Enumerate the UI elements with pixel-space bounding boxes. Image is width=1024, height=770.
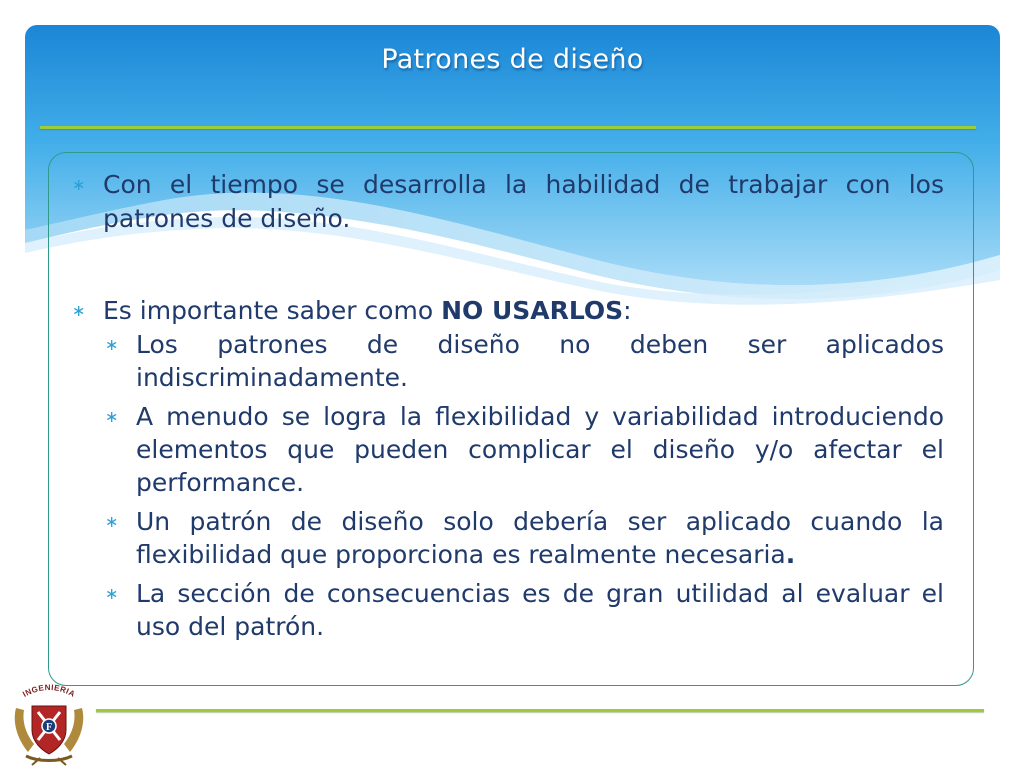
sub-bullet-text: La sección de consecuencias es de gran utilidad al evaluar el uso del patrón. xyxy=(136,579,944,641)
sub-bullet-text: A menudo se logra la flexibilidad y variabilidad introduciendo elementos que pueden complicar el diseño y/o afectar el performance. xyxy=(136,402,944,497)
sub-bullet-item xyxy=(105,577,944,643)
bullet-text xyxy=(103,294,944,328)
sub-bullet-text: Los patrones de diseño no deben ser aplicados indiscriminadamente. xyxy=(136,330,944,392)
bullet-icon: ∗ xyxy=(105,512,119,531)
bullet-icon: ∗ xyxy=(72,301,86,320)
bullet-text-tail: : xyxy=(623,296,632,325)
sub-bullet-text-lead: Un patrón de diseño solo debería ser aplicado cuando la flexibilidad que proporciona es realmente necesaria xyxy=(136,507,944,569)
bullet-icon: ∗ xyxy=(72,175,86,194)
sub-bullet-item xyxy=(105,505,944,571)
sub-bullet-text xyxy=(136,505,944,571)
slide-title: Patrones de diseño xyxy=(381,44,644,75)
bullet-item xyxy=(72,294,944,328)
bullet-item xyxy=(72,168,944,236)
sub-bullet-item xyxy=(105,400,944,499)
sub-bullet-item xyxy=(105,328,944,394)
crest-label: INGENIERIA xyxy=(21,682,77,699)
faculty-crest-icon xyxy=(10,678,88,766)
svg-text:INGENIERIA xyxy=(21,683,77,699)
bullet-text-lead: Es importante saber como xyxy=(103,296,442,325)
content-area xyxy=(72,168,944,643)
footer-divider xyxy=(96,709,984,712)
bullet-text: Con el tiempo se desarrolla la habilidad de trabajar con los patrones de diseño. xyxy=(103,170,944,233)
sub-bullet-text-period: . xyxy=(785,540,796,569)
bullet-icon: ∗ xyxy=(105,584,119,603)
bullet-icon: ∗ xyxy=(105,407,119,426)
bullet-text-emphasis: NO USARLOS xyxy=(441,296,624,325)
header-divider xyxy=(40,126,976,129)
bullet-icon: ∗ xyxy=(105,335,119,354)
svg-text:F: F xyxy=(45,722,53,733)
